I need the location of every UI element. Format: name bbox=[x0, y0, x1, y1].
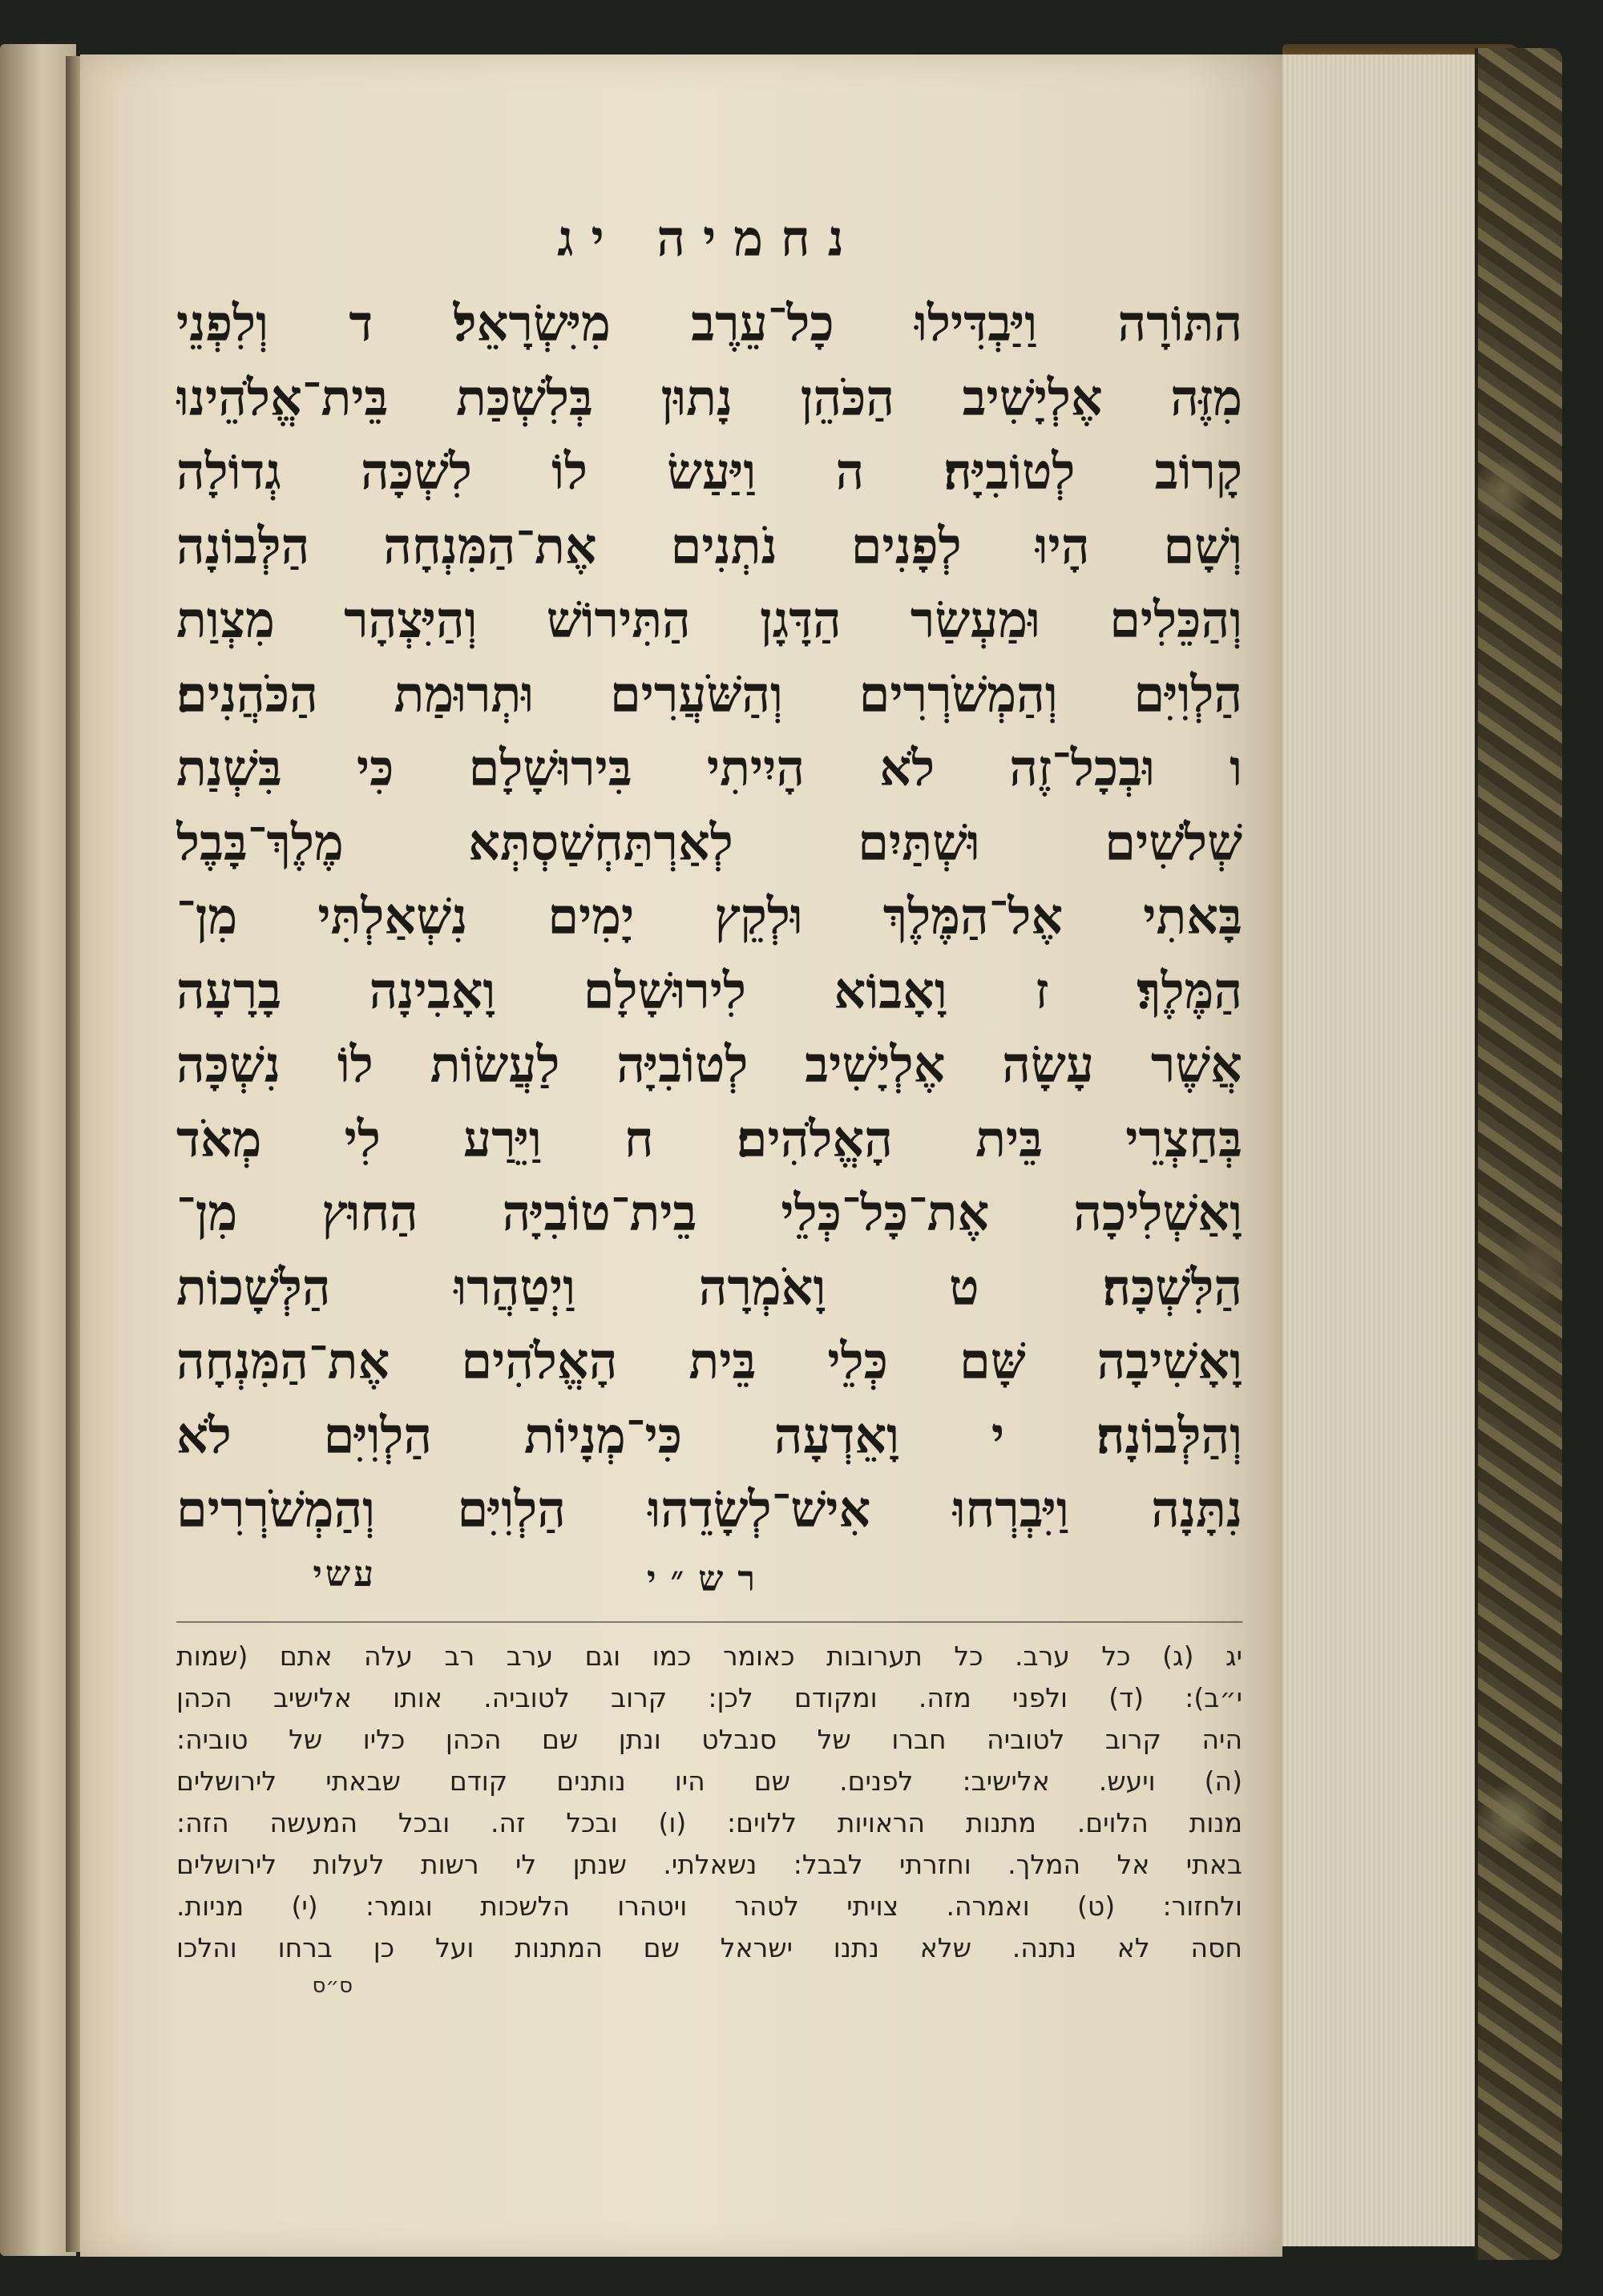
signature-mark: ס״ס bbox=[312, 1973, 353, 1998]
rashi-commentary bbox=[176, 1636, 1242, 1969]
left-page-edge bbox=[0, 44, 76, 2256]
rashi-line: יג (ג) כל ערב. כל תערובות כאומר כמו וגם ערב רב עלה אתם (שמות bbox=[176, 1640, 1242, 1672]
main-text-line: אֲשֶׁר עָשָׂה אֶלְיָשִׁיב לְטוֹבִיָּה לַעֲשׂוֹת לוֹ נִשְׁכָּה bbox=[176, 1035, 1242, 1094]
divider-rule bbox=[176, 1621, 1242, 1623]
rashi-line: חסה לא נתנה. שלא נתנו ישראל שם המתנות ועל כן ברחו והלכו bbox=[176, 1931, 1242, 1963]
book-cover-marbled bbox=[1475, 48, 1562, 2260]
main-text-line: הַמֶּלֶךְ׃ ז וָאָבוֹא לִירוּשָׁלָם וָאָבִינָה בָרָעָה bbox=[176, 961, 1242, 1020]
main-text-line: וְהַלְּבוֹנָה׃ י וָאֵדְעָה כִּי־מְנָיוֹת הַלְוִיִּם לֹא bbox=[176, 1406, 1242, 1465]
page-header: נחמיה יג bbox=[557, 209, 862, 268]
catchword: עשי bbox=[313, 1553, 377, 1595]
page-text-block bbox=[176, 151, 1242, 2006]
main-text-line: שְׁלֹשִׁים וּשְׁתַּיִם לְאַרְתַּחְשַׁסְתְּא מֶלֶךְ־בָּבֶל bbox=[176, 813, 1242, 872]
main-text-line: נִתָּנָה וַיִּבְרְחוּ אִישׁ־לְשָׂדֵהוּ הַלְוִיִּם וְהַמְשֹׁרְרִים bbox=[176, 1480, 1242, 1539]
rashi-line: באתי אל המלך. וחזרתי לבבל: נשאלתי. שנתן לי רשות לעלות לירושלים bbox=[176, 1848, 1242, 1880]
main-text-line: וְשָׁם הָיוּ לְפָנִים נֹתְנִים אֶת־הַמִּנְחָה הַלְּבוֹנָה bbox=[176, 516, 1242, 575]
rashi-line: י״ב): (ד) ולפני מזה. ומקודם לכן: קרוב לטוביה. אותו אלישיב הכהן bbox=[176, 1681, 1242, 1713]
main-text-line: ו וּבְכָל־זֶה לֹא הָיִיתִי בִּירוּשָׁלָם כִּי בִּשְׁנַת bbox=[176, 739, 1242, 797]
main-text-line: מִזֶּה אֶלְיָשִׁיב הַכֹּהֵן נָתוּן בְּלִשְׁכַּת בֵּית־אֱלֹהֵינוּ bbox=[176, 368, 1242, 427]
page-block-edges bbox=[1266, 54, 1509, 2246]
rashi-line: היה קרוב לטוביה חברו של סנבלט ונתן שם הכהן כליו של טוביה: bbox=[176, 1723, 1242, 1755]
main-text-line: הַלְוִיִּם וְהַמְשֹׁרְרִים וְהַשֹּׁעֲרִים וּתְרוּמַת הַכֹּהֲנִים׃ bbox=[176, 664, 1242, 724]
main-text-line: וְהַכֵּלִים וּמַעְשַׂר הַדָּגָן הַתִּירוֹשׁ וְהַיִּצְהָר מִצְוַת bbox=[176, 591, 1242, 649]
rashi-line: מנות הלוים. מתנות הראויות ללוים: (ו) ובכל זה. ובכל המעשה הזה: bbox=[176, 1806, 1242, 1838]
main-text-line: וָאַשְׁלִיכָה אֶת־כָּל־כְּלֵי בֵית־טוֹבִיָּה הַחוּץ מִן־ bbox=[176, 1184, 1242, 1242]
main-text-line: וָאָשִׁיבָה שָּׁם כְּלֵי בֵּית הָאֱלֹהִים אֶת־הַמִּנְחָה bbox=[176, 1332, 1242, 1390]
main-text-line: בְּחַצְרֵי בֵּית הָאֱלֹהִים׃ ח וַיֵּרַע לִי מְאֹד bbox=[176, 1109, 1242, 1168]
main-text-line: בָּאתִי אֶל־הַמֶּלֶךְ וּלְקֵץ יָמִים נִשְׁאַלְתִּי מִן־ bbox=[176, 887, 1242, 946]
main-text-line: קָרוֹב לְטוֹבִיָּה׃ ה וַיַּעַשׂ לוֹ לִשְׁכָּה גְדוֹלָה bbox=[176, 442, 1242, 501]
main-text bbox=[176, 287, 1242, 1547]
main-text-line: התּוֹרָה וַיַּבְדִּילוּ כָל־עֵרֶב מִיִּשְׂרָאֵל׃ ד וְלִפְנֵי bbox=[176, 294, 1242, 353]
rashi-title: רש״י bbox=[646, 1558, 769, 1600]
book-page bbox=[80, 54, 1282, 2257]
rashi-line: (ה) ויעש. אלישיב: לפנים. שם היו נותנים קודם שבאתי לירושלים bbox=[176, 1765, 1242, 1797]
rashi-line: ולחזור: (ט) ואמרה. צויתי לטהר ויטהרו הלשכות וגומר: (י) מניות. bbox=[176, 1890, 1242, 1922]
main-text-line: הַלִּשְׁכָּה׃ ט וָאֹמְרָה וַיְטַהֲרוּ הַלְּשָׁכוֹת bbox=[176, 1257, 1242, 1317]
catchword-row bbox=[176, 1554, 1242, 1610]
